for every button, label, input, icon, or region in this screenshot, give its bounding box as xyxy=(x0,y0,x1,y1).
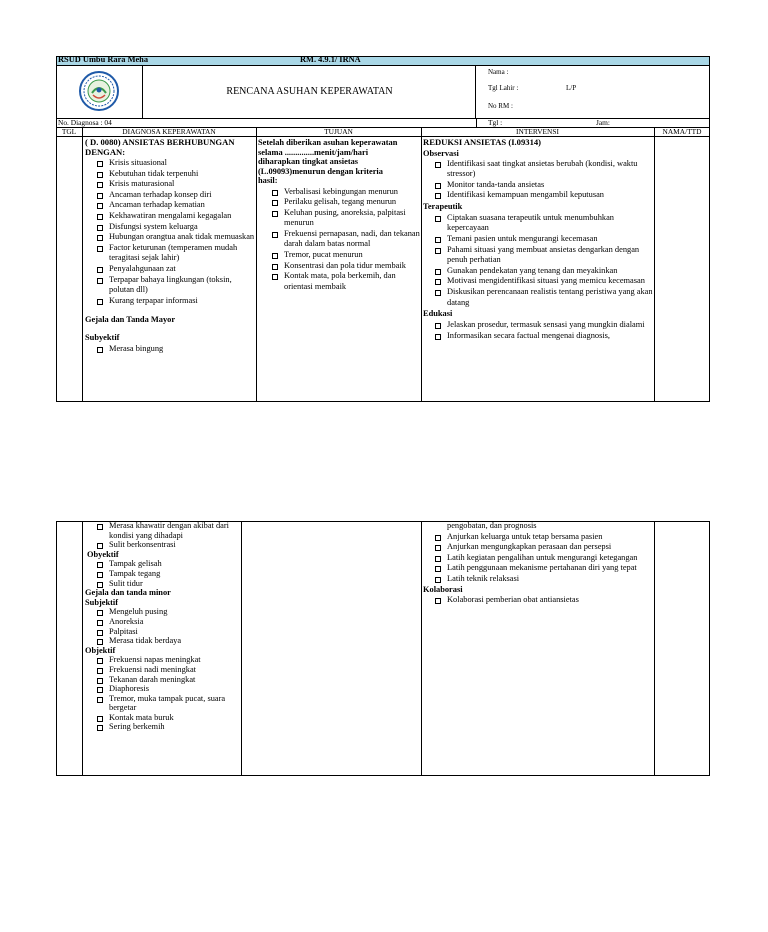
list-item: Frekuensi nadi meningkat xyxy=(85,665,240,675)
edukasi-list-cont xyxy=(423,532,653,585)
intervensi-content-cont xyxy=(423,521,653,606)
list-item: Ancaman terhadap kematian xyxy=(85,200,255,211)
subjektif-list xyxy=(85,344,255,355)
gejala-minor-heading: Gejala dan tanda minor xyxy=(85,588,171,598)
subjektif-minor-list xyxy=(85,607,240,645)
list-item: Ancaman terhadap konsep diri xyxy=(85,190,255,201)
list-item: Verbalisasi kebingungan menurun xyxy=(258,187,420,198)
patient-name-label: Nama : xyxy=(488,68,509,76)
list-item: Frekuensi pernapasan, nadi, dan tekanan darah dalam batas normal xyxy=(258,229,420,250)
list-item: Tremor, pucat menurun xyxy=(258,250,420,261)
list-item: Penyalahgunaan zat xyxy=(85,264,255,275)
list-item: Konsentrasi dan pola tidur membaik xyxy=(258,261,420,272)
header-band xyxy=(56,56,710,66)
list-item: Pahami situasi yang membuat ansietas dengarkan dengan penuh perhatian xyxy=(423,245,653,266)
subjektif-heading: Subyektif xyxy=(85,332,120,342)
list-item: Latih teknik relaksasi xyxy=(423,574,653,585)
objektif-list xyxy=(85,559,240,588)
patient-dob-label: Tgl Lahir : xyxy=(488,84,519,92)
list-item: Ciptakan suasana terapeutik untuk menumbuhkan kepercayaan xyxy=(423,213,653,234)
tujuan-intro-2: selama ..............menit/jam/hari xyxy=(258,147,369,157)
observasi-heading: Observasi xyxy=(423,148,459,158)
col-nama-ttd: NAMA/TTD xyxy=(662,127,702,136)
list-item: Diaphoresis xyxy=(85,684,240,694)
list-item: Disfungsi system keluarga xyxy=(85,222,255,233)
list-item: Motivasi mengidentifikasi situasi yang memicu kecemasan xyxy=(423,276,653,287)
list-item: Frekuensi napas meningkat xyxy=(85,655,240,665)
list-item: Kontak mata, pola berkemih, dan orientasi membaik xyxy=(258,271,420,292)
diagnosa-title: ( D. 0080) ANSIETAS BERHUBUNGAN DENGAN: xyxy=(85,138,235,157)
intervensi-content xyxy=(423,138,653,400)
subjektif-list-cont xyxy=(85,521,240,550)
list-item: Kolaborasi pemberian obat antiansietas xyxy=(423,595,653,606)
list-item: Tekanan darah meningkat xyxy=(85,675,240,685)
list-item: Sulit berkonsentrasi xyxy=(85,540,240,550)
logo-cell xyxy=(56,66,143,119)
list-item: Gunakan pendekatan yang tenang dan meyakinkan xyxy=(423,266,653,277)
kriteria-list xyxy=(258,187,420,293)
tujuan-intro-1: Setelah diberikan asuhan keperawatan xyxy=(258,138,398,147)
list-item: Keluhan pusing, anoreksia, palpitasi menurun xyxy=(258,208,420,229)
gejala-mayor-heading: Gejala dan Tanda Mayor xyxy=(85,315,176,325)
list-item: Perilaku gelisah, tegang menurun xyxy=(258,197,420,208)
list-item: Krisis situasional xyxy=(85,158,255,169)
list-item: Kebutuhan tidak terpenuhi xyxy=(85,169,255,180)
tujuan-intro-3: diharapkan tingkat ansietas xyxy=(258,157,359,166)
list-item: Tampak gelisah xyxy=(85,559,240,569)
list-item: Anoreksia xyxy=(85,617,240,627)
page-2-table xyxy=(56,521,710,776)
tujuan-intro-5: hasil: xyxy=(258,176,278,185)
penyebab-list xyxy=(85,158,255,306)
hospital-logo-icon xyxy=(79,71,119,111)
diagnosa-number: No. Diagnosa : 04 xyxy=(58,118,112,127)
tujuan-intro-4: (L.09093)menurun dengan kriteria xyxy=(258,166,383,176)
list-item: Merasa tidak berdaya xyxy=(85,636,240,646)
list-item: Monitor tanda-tanda ansietas xyxy=(423,180,653,191)
list-item: Krisis maturasional xyxy=(85,179,255,190)
list-item: Anjurkan keluarga untuk tetap bersama pasien xyxy=(423,532,653,543)
list-item: Kurang terpapar informasi xyxy=(85,296,255,307)
list-item: Mengeluh pusing xyxy=(85,607,240,617)
tujuan-content xyxy=(258,138,420,400)
terapeutik-list xyxy=(423,213,653,308)
intervensi-title: REDUKSI ANSIETAS (I.09314) xyxy=(423,138,542,147)
diagnosa-content xyxy=(85,138,255,400)
edukasi-continuation: pengobatan, dan prognosis xyxy=(447,521,537,530)
list-item: Anjurkan mengungkapkan perasaan dan persepsi xyxy=(423,542,653,553)
patient-rm-label: No RM : xyxy=(488,102,513,110)
patient-sex-label: L/P xyxy=(566,84,577,92)
objektif-minor-list xyxy=(85,655,240,732)
kolaborasi-list xyxy=(423,595,653,606)
hospital-name: RSUD Umbu Rara Meha xyxy=(58,55,149,64)
list-item: Tampak tegang xyxy=(85,569,240,579)
list-item: Identifikasi kemampuan mengambil keputusan xyxy=(423,190,653,201)
list-item: Terpapar bahaya lingkungan (toksin, polutan dll) xyxy=(85,275,255,296)
objektif-minor-heading: Objektif xyxy=(85,645,116,655)
list-item: Merasa bingung xyxy=(85,344,255,355)
terapeutik-heading: Terapeutik xyxy=(423,201,463,211)
list-item: Palpitasi xyxy=(85,627,240,637)
list-item: Hubungan orangtua anak tidak memuaskan xyxy=(85,232,255,243)
page-1-table xyxy=(56,56,710,402)
list-item: Factor keturunan (temperamen mudah teragitasi sejak lahir) xyxy=(85,243,255,264)
list-item: Diskusikan perencanaan realistis tentang peristiwa yang akan datang xyxy=(423,287,653,308)
list-item: Sulit tidur xyxy=(85,579,240,589)
list-item: Identifikasi saat tingkat ansietas berubah (kondisi, waktu stressor) xyxy=(423,159,653,180)
objektif-heading: Obyektif xyxy=(87,549,119,559)
edukasi-list xyxy=(423,320,653,341)
diagnosa-content-cont xyxy=(85,521,240,732)
list-item: Temani pasien untuk mengurangi kecemasan xyxy=(423,234,653,245)
col-tujuan: TUJUAN xyxy=(324,127,353,136)
kolaborasi-heading: Kolaborasi xyxy=(423,584,463,594)
observasi-list xyxy=(423,159,653,201)
list-item: Kontak mata buruk xyxy=(85,713,240,723)
form-title: RENCANA ASUHAN KEPERAWATAN xyxy=(226,86,393,97)
list-item: Jelaskan prosedur, termasuk sensasi yang mungkin dialami xyxy=(423,320,653,331)
subjektif-minor-heading: Subjektif xyxy=(85,597,119,607)
list-item: Informasikan secara factual mengenai diagnosis, xyxy=(423,331,653,342)
time-label: Jam: xyxy=(596,118,610,127)
list-item: Tremor, muka tampak pucat, suara bergetar xyxy=(85,694,240,713)
col-intervensi: INTERVENSI xyxy=(516,127,559,136)
date-label: Tgl : xyxy=(488,118,503,127)
rm-code: RM. 4.9.1/ IRNA xyxy=(300,55,361,64)
list-item: Merasa khawatir dengan akibat dari kondisi yang dihadapi xyxy=(85,521,240,540)
col-diagnosa: DIAGNOSA KEPERAWATAN xyxy=(122,127,216,136)
edukasi-heading: Edukasi xyxy=(423,309,453,319)
list-item: Kekhawatiran mengalami kegagalan xyxy=(85,211,255,222)
col-tgl: TGL xyxy=(61,127,77,136)
list-item: Sering berkemih xyxy=(85,722,240,732)
list-item: Latih penggunaan mekanisme pertahanan diri yang tepat xyxy=(423,563,653,574)
list-item: Latih kegiatan pengalihan untuk mengurangi ketegangan xyxy=(423,553,653,564)
